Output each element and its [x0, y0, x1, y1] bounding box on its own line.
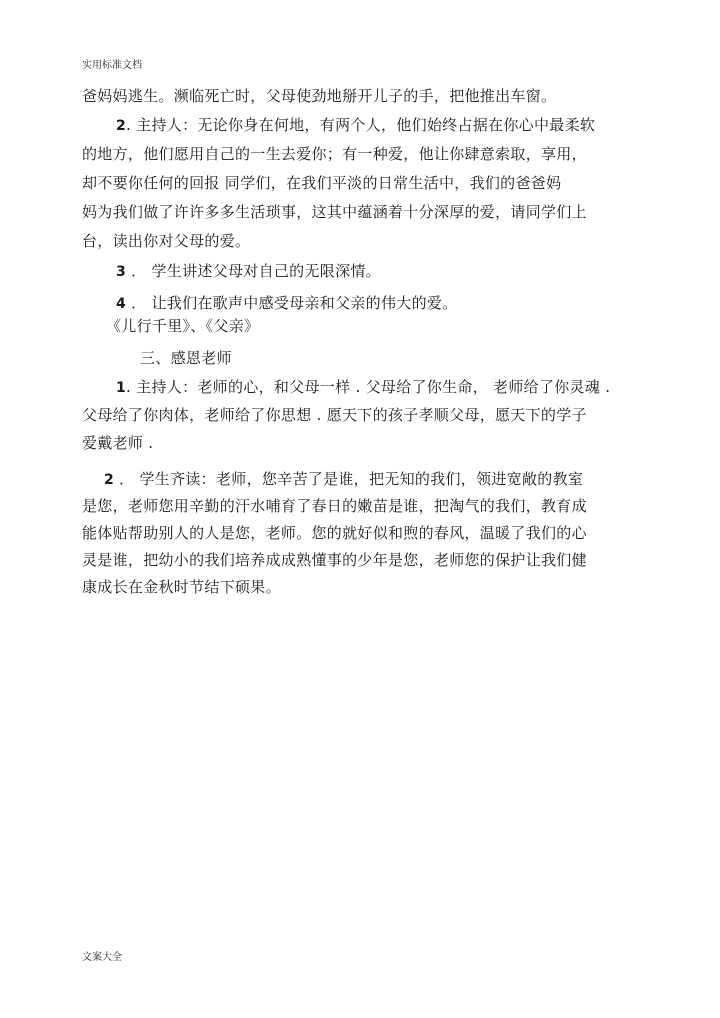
- text-line: . 主持人：老师的心，和父母一样 . 父母给了你生命， 老师给了你灵魂 .: [126, 378, 611, 396]
- text-line: 父母给了你肉体，老师给了你思想 . 愿天下的孩子孝顺父母，愿天下的学子: [82, 406, 587, 424]
- section-heading: 三、感恩老师: [140, 349, 232, 367]
- text-line: 爸妈妈逃生。濒临死亡时，父母使劲地掰开儿子的手，把他推出车窗。: [82, 87, 557, 105]
- item-number: 3: [116, 264, 127, 280]
- page-header: 实用标准文档: [82, 60, 142, 71]
- paragraph-2-first-line: [116, 115, 595, 136]
- text-line: . 主持人：无论你身在何地，有两个人，他们始终占据在你心中最柔软: [126, 116, 596, 134]
- text-line: 台，读出你对父母的爱。: [82, 232, 251, 250]
- paragraph-4: [116, 293, 458, 314]
- text-line: 妈为我们做了许许多多生活琐事，这其中蕴涵着十分深厚的爱，请同学们上: [82, 203, 587, 221]
- item-number: 1: [116, 380, 127, 396]
- text-line: 灵是谁，把幼小的我们培养成成熟懂事的少年是您，老师您的保护让我们健: [82, 551, 587, 569]
- teacher-paragraph-2-first-line: [104, 469, 583, 490]
- item-number: 2: [116, 118, 127, 134]
- page-footer: 文案大全: [82, 952, 122, 963]
- text-line: ． 学生齐读：老师，您辛苦了是谁，把无知的我们，领进宽敞的教室: [114, 470, 584, 488]
- text-line: 康成长在金秋时节结下硕果。: [82, 578, 281, 596]
- text-line: 的地方，他们愿用自己的一生去爱你；有一种爱，他让你肆意索取，享用，: [82, 145, 587, 163]
- songs-line: 《儿行千里》、《父亲》: [106, 317, 260, 335]
- item-number: 2: [104, 472, 115, 488]
- text-line: 却不要你任何的回报 同学们，在我们平淡的日常生活中，我们的爸爸妈: [82, 174, 562, 192]
- item-number: 4: [116, 296, 127, 312]
- text-line: 是您，老师您用辛勤的汗水哺育了春日的嫩苗是谁，把淘气的我们，教育成: [82, 497, 587, 515]
- text-line: 能体贴帮助别人的人是您，老师。您的就好似和煦的春风，温暖了我们的心: [82, 524, 587, 542]
- teacher-paragraph-1-first-line: [116, 377, 610, 398]
- text-line: ． 学生讲述父母对自己的无限深情。: [126, 262, 381, 280]
- text-line: ． 让我们在歌声中感受母亲和父亲的伟大的爱。: [126, 294, 458, 312]
- text-line: 爱戴老师 .: [82, 434, 154, 452]
- paragraph-3: [116, 261, 381, 282]
